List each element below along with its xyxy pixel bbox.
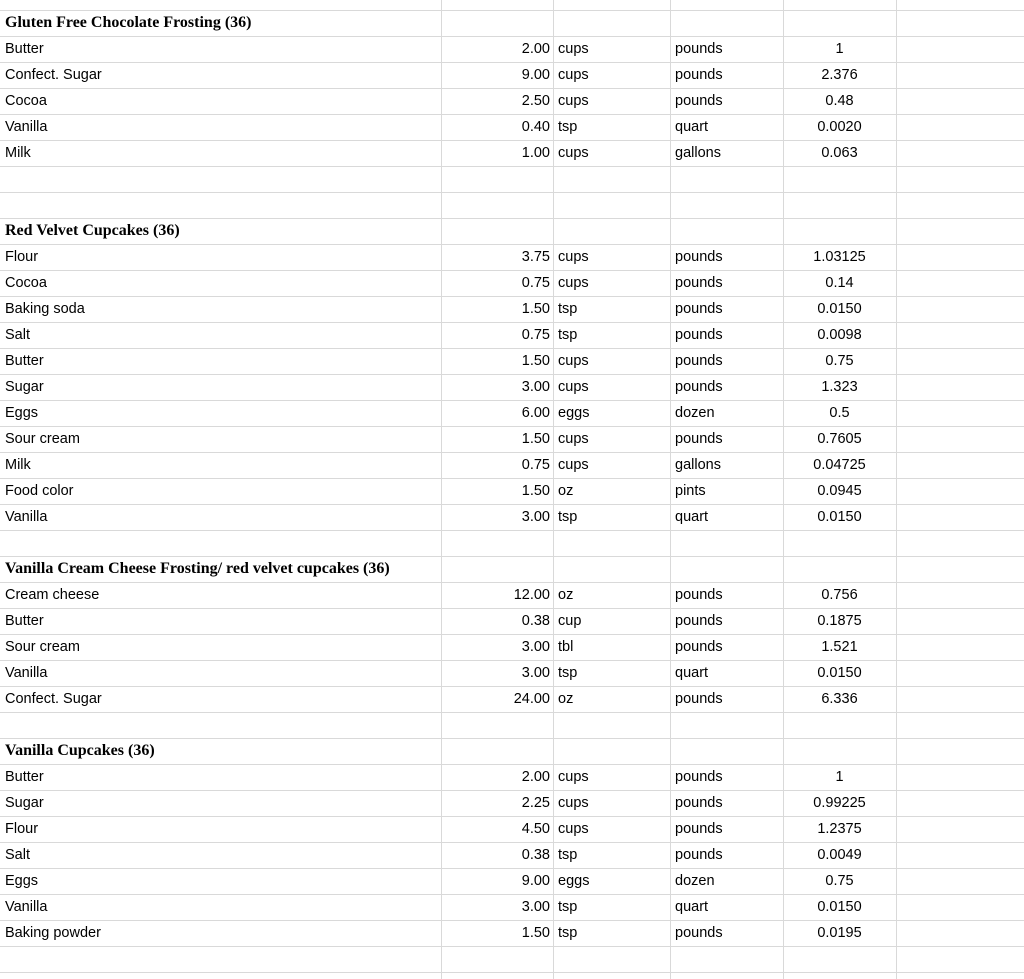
quantity-cell[interactable]: 0.38 (521, 847, 550, 863)
converted-value-cell[interactable]: 0.99225 (813, 795, 866, 811)
section-title: Vanilla Cream Cheese Frosting/ red velvet cupcakes (36) (5, 560, 390, 577)
quantity-cell[interactable]: 1.50 (521, 925, 550, 941)
ingredient-name-cell[interactable]: Baking soda (5, 301, 85, 317)
quantity-cell[interactable]: 1.50 (521, 431, 550, 447)
converted-value-cell[interactable]: 1.2375 (817, 821, 862, 837)
converted-unit-cell[interactable]: pounds (675, 925, 723, 941)
row-gridline (0, 530, 1024, 531)
quantity-cell[interactable]: 3.00 (521, 639, 550, 655)
unit-cell[interactable]: eggs (558, 873, 590, 889)
converted-unit-cell[interactable]: pounds (675, 639, 723, 655)
quantity-cell[interactable]: 2.00 (521, 769, 550, 785)
quantity-cell[interactable]: 3.00 (521, 379, 550, 395)
column-gridline (670, 0, 671, 979)
row-gridline (0, 972, 1024, 973)
quantity-cell[interactable]: 1.00 (521, 145, 550, 161)
converted-unit-cell[interactable]: gallons (675, 457, 721, 473)
quantity-cell[interactable]: 2.50 (521, 93, 550, 109)
converted-unit-cell[interactable]: pounds (675, 67, 723, 83)
unit-cell[interactable]: cup (558, 613, 582, 629)
converted-unit-cell[interactable]: pounds (675, 327, 723, 343)
ingredient-name-cell[interactable]: Food color (5, 483, 74, 499)
quantity-cell[interactable]: 12.00 (513, 587, 550, 603)
converted-value-cell[interactable]: 0.14 (825, 275, 854, 291)
converted-value-cell[interactable]: 1 (835, 769, 844, 785)
ingredient-name-cell[interactable]: Sour cream (5, 639, 80, 655)
quantity-cell[interactable]: 0.75 (521, 327, 550, 343)
converted-unit-cell[interactable]: pints (675, 483, 706, 499)
unit-cell[interactable]: cups (558, 431, 589, 447)
converted-value-cell[interactable]: 0.0195 (817, 925, 862, 941)
quantity-cell[interactable]: 1.50 (521, 483, 550, 499)
converted-value-cell[interactable]: 0.756 (821, 587, 858, 603)
quantity-cell[interactable]: 3.00 (521, 899, 550, 915)
ingredient-name-cell[interactable]: Vanilla (5, 119, 48, 135)
converted-value-cell[interactable]: 0.1875 (817, 613, 862, 629)
unit-cell[interactable]: cups (558, 353, 589, 369)
converted-value-cell[interactable]: 1 (835, 41, 844, 57)
converted-unit-cell[interactable]: pounds (675, 275, 723, 291)
ingredient-name-cell[interactable]: Vanilla (5, 665, 48, 681)
ingredient-name-cell[interactable]: Salt (5, 327, 30, 343)
quantity-cell[interactable]: 0.40 (521, 119, 550, 135)
unit-cell[interactable]: cups (558, 769, 589, 785)
ingredient-name-cell[interactable]: Butter (5, 769, 44, 785)
ingredient-name-cell[interactable]: Sour cream (5, 431, 80, 447)
converted-unit-cell[interactable]: pounds (675, 379, 723, 395)
converted-value-cell[interactable]: 6.336 (821, 691, 858, 707)
quantity-cell[interactable]: 4.50 (521, 821, 550, 837)
ingredient-name-cell[interactable]: Cream cheese (5, 587, 100, 603)
row-gridline (0, 192, 1024, 193)
quantity-cell[interactable]: 2.00 (521, 41, 550, 57)
converted-value-cell[interactable]: 0.0020 (817, 119, 862, 135)
ingredient-name-cell[interactable]: Vanilla (5, 899, 48, 915)
quantity-cell[interactable]: 3.00 (521, 665, 550, 681)
unit-cell[interactable]: cups (558, 275, 589, 291)
converted-value-cell[interactable]: 1.323 (821, 379, 858, 395)
converted-unit-cell[interactable]: pounds (675, 587, 723, 603)
converted-unit-cell[interactable]: pounds (675, 41, 723, 57)
converted-unit-cell[interactable]: pounds (675, 431, 723, 447)
converted-unit-cell[interactable]: pounds (675, 847, 723, 863)
unit-cell[interactable]: oz (558, 587, 574, 603)
converted-value-cell[interactable]: 0.75 (825, 873, 854, 889)
converted-unit-cell[interactable]: dozen (675, 405, 715, 421)
quantity-cell[interactable]: 0.75 (521, 275, 550, 291)
ingredient-name-cell[interactable]: Milk (5, 145, 31, 161)
quantity-cell[interactable]: 3.00 (521, 509, 550, 525)
unit-cell[interactable]: tsp (558, 899, 578, 915)
unit-cell[interactable]: tsp (558, 665, 578, 681)
ingredient-name-cell[interactable]: Milk (5, 457, 31, 473)
quantity-cell[interactable]: 9.00 (521, 67, 550, 83)
converted-value-cell[interactable]: 1.03125 (813, 249, 866, 265)
unit-cell[interactable]: tsp (558, 119, 578, 135)
section-title: Red Velvet Cupcakes (36) (5, 222, 180, 239)
converted-value-cell[interactable]: 0.0150 (817, 509, 862, 525)
quantity-cell[interactable]: 0.75 (521, 457, 550, 473)
quantity-cell[interactable]: 3.75 (521, 249, 550, 265)
unit-cell[interactable]: tbl (558, 639, 574, 655)
ingredient-name-cell[interactable]: Eggs (5, 873, 39, 889)
unit-cell[interactable]: cups (558, 457, 589, 473)
section-title: Gluten Free Chocolate Frosting (36) (5, 14, 252, 31)
ingredient-name-cell[interactable]: Vanilla (5, 509, 48, 525)
converted-unit-cell[interactable]: pounds (675, 769, 723, 785)
unit-cell[interactable]: cups (558, 795, 589, 811)
converted-value-cell[interactable]: 0.0945 (817, 483, 862, 499)
quantity-cell[interactable]: 6.00 (521, 405, 550, 421)
converted-value-cell[interactable]: 0.0049 (817, 847, 862, 863)
converted-value-cell[interactable]: 0.48 (825, 93, 854, 109)
converted-unit-cell[interactable]: gallons (675, 145, 721, 161)
ingredient-name-cell[interactable]: Cocoa (5, 93, 47, 109)
converted-value-cell[interactable]: 2.376 (821, 67, 858, 83)
ingredient-name-cell[interactable]: Butter (5, 353, 44, 369)
converted-value-cell[interactable]: 0.0150 (817, 899, 862, 915)
quantity-cell[interactable]: 9.00 (521, 873, 550, 889)
ingredient-name-cell[interactable]: Sugar (5, 795, 44, 811)
quantity-cell[interactable]: 1.50 (521, 353, 550, 369)
converted-value-cell[interactable]: 0.04725 (813, 457, 866, 473)
ingredient-name-cell[interactable]: Flour (5, 249, 39, 265)
unit-cell[interactable]: cups (558, 379, 589, 395)
converted-unit-cell[interactable]: quart (675, 119, 709, 135)
unit-cell[interactable]: cups (558, 67, 589, 83)
converted-value-cell[interactable]: 0.0150 (817, 301, 862, 317)
unit-cell[interactable]: tsp (558, 509, 578, 525)
ingredient-name-cell[interactable]: Confect. Sugar (5, 691, 102, 707)
section-title: Vanilla Cupcakes (36) (5, 742, 155, 759)
converted-unit-cell[interactable]: pounds (675, 691, 723, 707)
converted-unit-cell[interactable]: quart (675, 899, 709, 915)
converted-value-cell[interactable]: 1.521 (821, 639, 858, 655)
converted-value-cell[interactable]: 0.0150 (817, 665, 862, 681)
ingredient-name-cell[interactable]: Confect. Sugar (5, 67, 102, 83)
unit-cell[interactable]: eggs (558, 405, 590, 421)
ingredient-name-cell[interactable]: Butter (5, 41, 44, 57)
unit-cell[interactable]: tsp (558, 847, 578, 863)
unit-cell[interactable]: cups (558, 821, 589, 837)
converted-unit-cell[interactable]: pounds (675, 821, 723, 837)
converted-value-cell[interactable]: 0.5 (829, 405, 850, 421)
converted-unit-cell[interactable]: pounds (675, 301, 723, 317)
ingredient-name-cell[interactable]: Baking powder (5, 925, 101, 941)
ingredient-name-cell[interactable]: Sugar (5, 379, 44, 395)
converted-unit-cell[interactable]: pounds (675, 353, 723, 369)
column-gridline (896, 0, 897, 979)
converted-value-cell[interactable]: 0.7605 (817, 431, 862, 447)
converted-unit-cell[interactable]: pounds (675, 249, 723, 265)
converted-unit-cell[interactable]: quart (675, 509, 709, 525)
row-gridline (0, 166, 1024, 167)
unit-cell[interactable]: tsp (558, 327, 578, 343)
unit-cell[interactable]: cups (558, 93, 589, 109)
converted-unit-cell[interactable]: pounds (675, 795, 723, 811)
quantity-cell[interactable]: 0.38 (521, 613, 550, 629)
unit-cell[interactable]: tsp (558, 925, 578, 941)
converted-unit-cell[interactable]: pounds (675, 93, 723, 109)
row-gridline (0, 946, 1024, 947)
unit-cell[interactable]: cups (558, 249, 589, 265)
unit-cell[interactable]: cups (558, 41, 589, 57)
unit-cell[interactable]: oz (558, 691, 574, 707)
converted-value-cell[interactable]: 0.75 (825, 353, 854, 369)
ingredient-name-cell[interactable]: Eggs (5, 405, 39, 421)
ingredient-name-cell[interactable]: Cocoa (5, 275, 47, 291)
converted-value-cell[interactable]: 0.063 (821, 145, 858, 161)
converted-unit-cell[interactable]: pounds (675, 613, 723, 629)
row-gridline (0, 712, 1024, 713)
column-gridline (553, 0, 554, 979)
converted-unit-cell[interactable]: dozen (675, 873, 715, 889)
ingredient-name-cell[interactable]: Butter (5, 613, 44, 629)
ingredient-name-cell[interactable]: Salt (5, 847, 30, 863)
ingredient-name-cell[interactable]: Flour (5, 821, 39, 837)
converted-unit-cell[interactable]: quart (675, 665, 709, 681)
quantity-cell[interactable]: 1.50 (521, 301, 550, 317)
unit-cell[interactable]: oz (558, 483, 574, 499)
unit-cell[interactable]: tsp (558, 301, 578, 317)
unit-cell[interactable]: cups (558, 145, 589, 161)
quantity-cell[interactable]: 24.00 (513, 691, 550, 707)
quantity-cell[interactable]: 2.25 (521, 795, 550, 811)
converted-value-cell[interactable]: 0.0098 (817, 327, 862, 343)
